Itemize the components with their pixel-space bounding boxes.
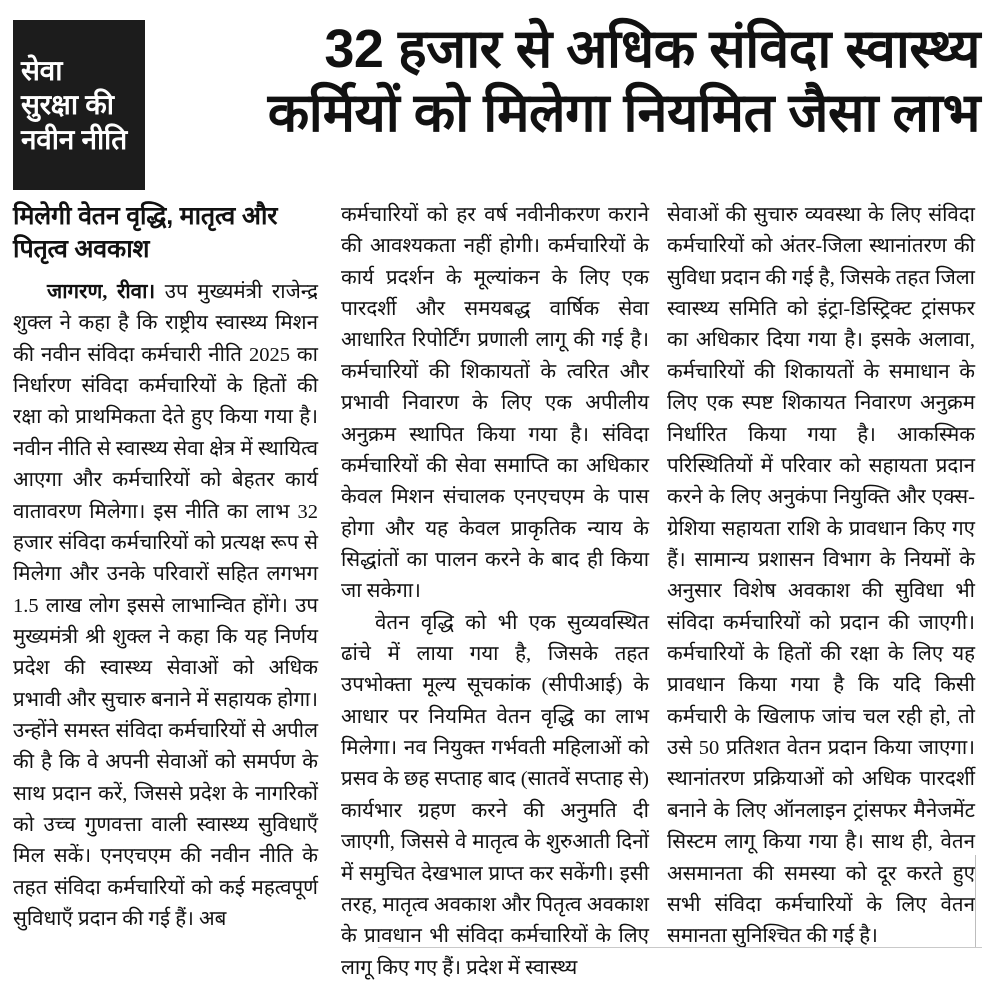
- article-body: [0, 200, 986, 979]
- masthead: [0, 0, 986, 200]
- headline-line-2: कर्मियों को मिलेगा नियमित जैसा लाभ: [267, 82, 980, 143]
- paragraph: कर्मचारियों को हर वर्ष नवीनीकरण कराने की आवश्यकता नहीं होगी। कर्मचारियों के कार्य प्रदर्शन के मूल्यांकन के लिए एक पारदर्शी और समयबद्ध वार्षिक सेवा आधारित रिपोर्टिंग प्रणाली लागू की गई है। कर्मचारियों की शिकायतों के त्वरित और प्रभावी निवारण के लिए एक अपीलीय अनुक्रम स्थापित किया गया है। संविदा कर्मचारियों की सेवा समाप्ति का अधिकार केवल मिशन संचालक एनएचएम के पास होगा और यह केवल प्राकृतिक न्याय के सिद्धांतों का पालन करने के बाद ही किया जा सकेगा।: [341, 204, 649, 603]
- bottom-divider: [378, 947, 982, 948]
- kicker-line-1: सेवा: [21, 54, 63, 86]
- paragraph: वेतन वृद्धि को भी एक सुव्यवस्थित ढांचे में लाया गया है, जिसके तहत उपभोक्ता मूल्य सूचकांक (सीपीआई) के आधार पर नियमित वेतन वृद्धि का लाभ मिलेगा। नव नियुक्त गर्भवती महिलाओं को प्रसव के छह सप्ताह बाद (सातवें सप्ताह से) कार्यभार ग्रहण करने की अनुमति दी जाएगी, जिससे वे मातृत्व के शुरुआती दिनों में समुचित देखभाल प्राप्त कर सकेंगी। इसी तरह, मातृत्व अवकाश और पितृत्व अवकाश के प्रावधान भी संविदा कर्मचारियों के लिए लागू किए गए हैं। प्रदेश में स्वास्थ्य: [341, 611, 649, 979]
- kicker-line-2: सुरक्षा की: [21, 89, 114, 121]
- paragraph: [13, 277, 318, 936]
- paragraph-text: उप मुख्यमंत्री राजेन्द्र शुक्ल ने कहा है कि राष्ट्रीय स्वास्थ्य मिशन की नवीन संविदा कर्मचारी नीति 2025 का निर्धारण संविदा कर्मचारियों के हितों की रक्षा को प्राथमिकता देते हुए किया गया है। नवीन नीति से स्वास्थ्य सेवा क्षेत्र में स्थायित्व आएगा और कर्मचारियों को बेहतर कार्य वातावरण मिलेगा। इस नीति का लाभ 32 हजार संविदा कर्मचारियों को प्रत्यक्ष रूप से मिलेगा और उनके परिवारों सहित लगभग 1.5 लाख लोग इससे लाभान्वित होंगे। उप मुख्यमंत्री श्री शुक्ल ने कहा कि यह निर्णय प्रदेश की स्वास्थ्य सेवाओं को अधिक प्रभावी और सुचारु बनाने में सहायक होगा। उन्होंने समस्त संविदा कर्मचारियों से अपील की है कि वे अपनी सेवाओं को समर्पण के साथ प्रदान करें, जिससे प्रदेश के नागरिकों को उच्च गुणवत्ता वाली स्वास्थ्य सुविधाएँ मिल सकें। एनएचएम की नवीन नीति के तहत संविदा कर्मचारियों को कई महत्वपूर्ण सुविधाएँ प्रदान की गई हैं। अब: [13, 281, 318, 931]
- dateline: जागरण, रीवा।: [47, 281, 156, 303]
- headline: [150, 18, 980, 145]
- right-divider: [975, 855, 976, 947]
- headline-line-1: 32 हजार से अधिक संविदा स्वास्थ्य: [324, 19, 980, 79]
- article-column-3: [667, 200, 975, 953]
- article-column-1: [13, 200, 318, 936]
- article-column-2: [341, 200, 649, 984]
- article-subheading: मिलेगी वेतन वृद्धि, मातृत्व और पितृत्व अवकाश: [13, 202, 278, 263]
- kicker-badge: [13, 20, 145, 190]
- paragraph: सेवाओं की सुचारु व्यवस्था के लिए संविदा कर्मचारियों को अंतर-जिला स्थानांतरण की सुविधा प्रदान की गई है, जिसके तहत जिला स्वास्थ्य समिति को इंट्रा-डिस्ट्रिक्ट ट्रांसफर का अधिकार दिया गया है। इसके अलावा, कर्मचारियों की शिकायतों के समाधान के लिए एक स्पष्ट शिकायत निवारण अनुक्रम निर्धारित किया गया है। आकस्मिक परिस्थितियों में परिवार को सहायता प्रदान करने के लिए अनुकंपा नियुक्ति और एक्स-ग्रेशिया सहायता राशि के प्रावधान किए गए हैं। सामान्य प्रशासन विभाग के नियमों के अनुसार विशेष अवकाश की सुविधा भी संविदा कर्मचारियों को प्रदान की जाएगी। कर्मचारियों के हितों की रक्षा के लिए यह प्रावधान किया गया है कि यदि किसी कर्मचारी के खिलाफ जांच चल रही हो, तो उसे 50 प्रतिशत वेतन प्रदान किया जाएगा। स्थानांतरण प्रक्रियाओं को अधिक पारदर्शी बनाने के लिए ऑनलाइन ट्रांसफर मैनेजमेंट सिस्टम लागू किया गया है। साथ ही, वेतन असमानता की समस्या को दूर करते हुए सभी संविदा कर्मचारियों के लिए वेतन समानता सुनिश्चित की गई है।: [667, 204, 975, 948]
- kicker-line-3: नवीन नीति: [21, 123, 127, 155]
